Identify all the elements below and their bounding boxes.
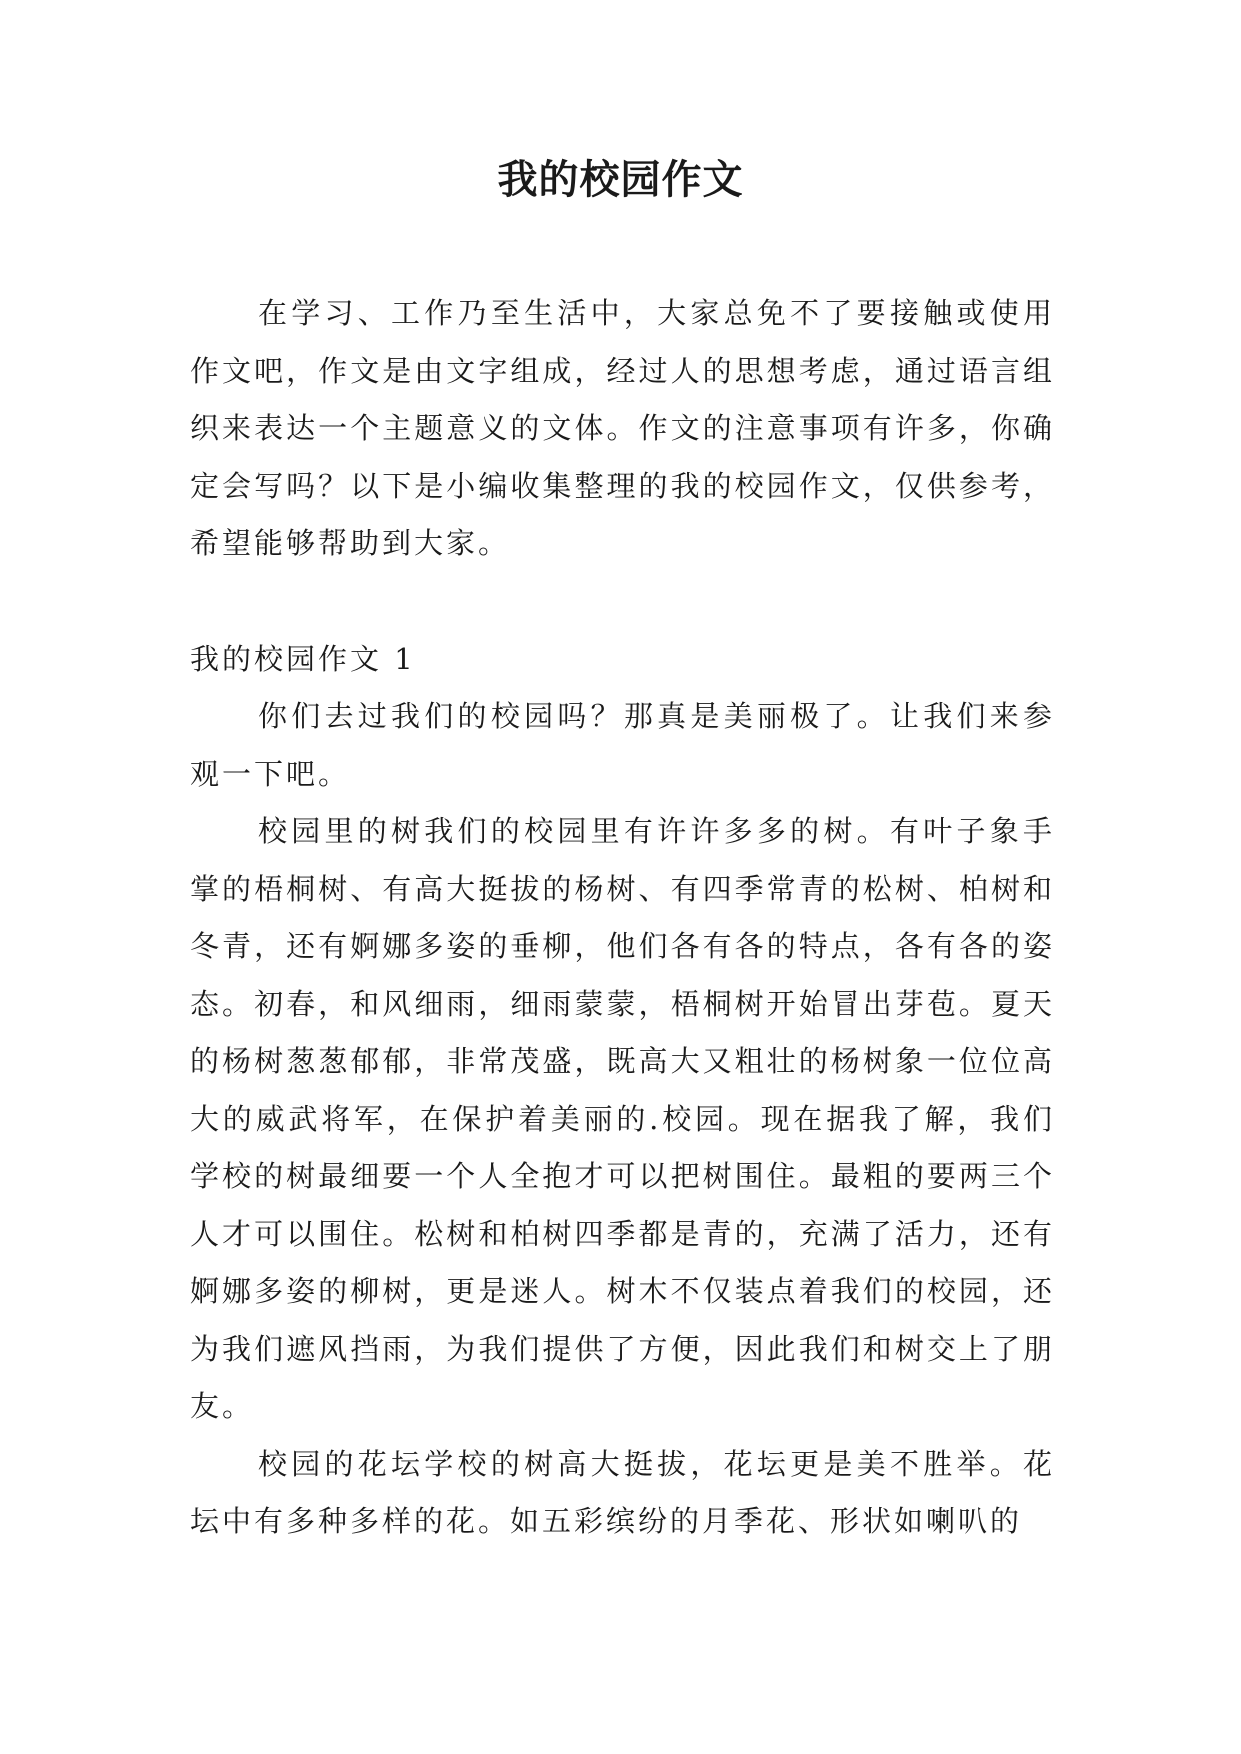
- body-paragraph-1: 你们去过我们的校园吗？那真是美丽极了。让我们来参观一下吧。: [190, 699, 1055, 791]
- intro-paragraph: 在学习、工作乃至生活中，大家总免不了要接触或使用作文吧，作文是由文字组成，经过人的思想考虑，通过语言组织来表达一个主题意义的文体。作文的注意事项有许多，你确定会写吗？以下是小编收集整理的我的校园作文，仅供参考，希望能够帮助到大家。: [190, 296, 1055, 560]
- body-paragraph-3: 校园的花坛学校的树高大挺拔，花坛更是美不胜举。花坛中有多种多样的花。如五彩缤纷的月季花、形状如喇叭的: [190, 1446, 1055, 1538]
- document-body: [190, 285, 1055, 1551]
- document-title: 我的校园作文: [497, 156, 744, 203]
- section-heading: 我的校园作文 1: [190, 641, 416, 676]
- body-paragraph-2: 校园里的树我们的校园里有许许多多的树。有叶子象手掌的梧桐树、有高大挺拔的杨树、有四季常青的松树、柏树和冬青，还有婀娜多姿的垂柳，他们各有各的特点，各有各的姿态。初春，和风细雨，细雨蒙蒙，梧桐树开始冒出芽苞。夏天的杨树葱葱郁郁，非常茂盛，既高大又粗壮的杨树象一位位高大的威武将军，在保护着美丽的.校园。现在据我了解，我们学校的树最细要一个人全抱才可以把树围住。最粗的要两三个人才可以围住。松树和柏树四季都是青的，充满了活力，还有婀娜多姿的柳树，更是迷人。树木不仅装点着我们的校园，还为我们遮风挡雨，为我们提供了方便，因此我们和树交上了朋友。: [190, 814, 1055, 1423]
